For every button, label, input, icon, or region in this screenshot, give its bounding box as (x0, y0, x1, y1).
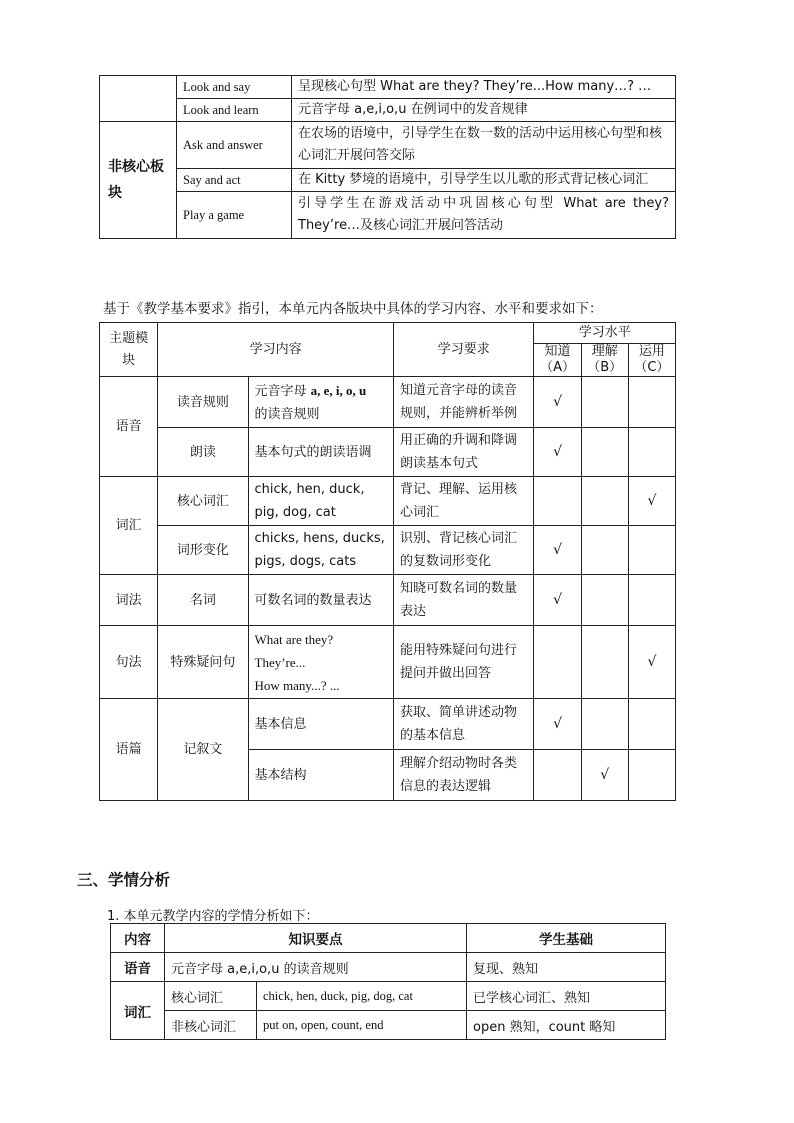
level-c-cell (628, 575, 675, 626)
module-cell: 句法 (100, 626, 158, 699)
content-prefix: 元音字母 (254, 383, 311, 399)
table-row (100, 699, 676, 750)
table-row (100, 428, 676, 477)
level-a-cell (534, 750, 581, 801)
header-knowledge: 知识要点 (165, 924, 467, 953)
table-row (100, 477, 676, 526)
content-line: How many...? ... (254, 677, 340, 693)
requirement-cell: 能用特殊疑问句进行提问并做出回答 (394, 626, 534, 699)
lesson-sections-table (99, 75, 676, 239)
table-row (100, 99, 676, 122)
content-cell (248, 377, 394, 428)
content-cell (248, 626, 394, 699)
group-label-cell: 非核心板块 (100, 122, 177, 239)
requirement-cell: 知道元音字母的读音规则，并能辨析举例 (394, 377, 534, 428)
level-a-cell: √ (534, 377, 581, 428)
content-cell: 基本句式的朗读语调 (248, 428, 394, 477)
sub-cell: 核心词汇 (165, 982, 257, 1011)
level-c-cell (628, 750, 675, 801)
level-c-cell (628, 526, 675, 575)
basis-cell: open 熟知，count 略知 (467, 1011, 666, 1040)
requirement-cell: 理解介绍动物时各类信息的表达逻辑 (394, 750, 534, 801)
requirement-cell: 背记、理解、运用核心词汇 (394, 477, 534, 526)
table-row (100, 122, 676, 169)
level-a-cell: √ (534, 526, 581, 575)
activity-cell: Play a game (177, 192, 292, 239)
content-line: They’re... (254, 654, 306, 670)
level-a-cell (534, 477, 581, 526)
table-row (111, 1011, 666, 1040)
section-heading: 三、学情分析 (77, 871, 171, 889)
content-cell: 基本结构 (248, 750, 394, 801)
table-row (111, 982, 666, 1011)
header-level: 学习水平 (534, 323, 676, 344)
student-analysis-table (110, 923, 666, 1040)
level-b-cell (581, 377, 628, 428)
sub-cell: 词形变化 (158, 526, 248, 575)
sub-cell: 读音规则 (158, 377, 248, 428)
header-content: 内容 (111, 924, 165, 953)
level-b-cell (581, 428, 628, 477)
level-c-cell: √ (628, 626, 675, 699)
level-c-cell (628, 428, 675, 477)
basis-cell: 复现、熟知 (467, 953, 666, 982)
level-b-cell (581, 626, 628, 699)
level-c-cell: √ (628, 477, 675, 526)
level-b-cell (581, 699, 628, 750)
sub-cell: 记叙文 (158, 699, 248, 801)
requirement-cell: 用正确的升调和降调朗读基本句式 (394, 428, 534, 477)
header-basis: 学生基础 (467, 924, 666, 953)
module-cell: 语音 (100, 377, 158, 477)
activity-cell: Ask and answer (177, 122, 292, 169)
description-cell: 在 Kitty 梦境的语境中，引导学生以儿歌的形式背记核心词汇 (292, 169, 676, 192)
intro-text: 基于《教学基本要求》指引，本单元内各版块中具体的学习内容、水平和要求如下： (103, 301, 603, 317)
empty-group-cell (100, 76, 177, 122)
level-a-cell (534, 626, 581, 699)
subsection-heading: 1. 本单元教学内容的学情分析如下： (107, 909, 319, 924)
table-row (111, 953, 666, 982)
description-cell: 元音字母 a,e,i,o,u 在例词中的发音规律 (292, 99, 676, 122)
requirement-cell: 识别、背记核心词汇的复数词形变化 (394, 526, 534, 575)
header-row (100, 323, 676, 344)
module-cell: 词汇 (100, 477, 158, 575)
table-row (100, 169, 676, 192)
content-cell: chick, hen, duck, pig, dog, cat (248, 477, 394, 526)
learning-requirements-table (99, 322, 676, 801)
header-module: 主题模块 (100, 323, 158, 377)
module-cell: 词法 (100, 575, 158, 626)
table-row (100, 626, 676, 699)
module-cell: 语篇 (100, 699, 158, 801)
level-a-cell: √ (534, 699, 581, 750)
header-level-c: 运用（C） (628, 344, 675, 377)
table-row (100, 526, 676, 575)
requirement-cell: 知晓可数名词的数量表达 (394, 575, 534, 626)
content-bold: a, e, i, o, u (310, 382, 367, 398)
basis-cell: 已学核心词汇、熟知 (467, 982, 666, 1011)
table-row (100, 575, 676, 626)
sub-cell: 特殊疑问句 (158, 626, 248, 699)
requirement-cell: 获取、简单讲述动物的基本信息 (394, 699, 534, 750)
header-level-b: 理解（B） (581, 344, 628, 377)
knowledge-cell: chick, hen, duck, pig, dog, cat (257, 982, 467, 1011)
level-b-cell: √ (581, 750, 628, 801)
header-level-a: 知道（A） (534, 344, 581, 377)
category-cell: 词汇 (111, 982, 165, 1040)
header-requirement: 学习要求 (394, 323, 534, 377)
level-b-cell (581, 477, 628, 526)
description-cell: 呈现核心句型 What are they? They’re...How many…? … (292, 76, 676, 99)
category-cell: 语音 (111, 953, 165, 982)
content-cell: 基本信息 (248, 699, 394, 750)
table-row (100, 76, 676, 99)
sub-cell: 朗读 (158, 428, 248, 477)
level-b-cell (581, 575, 628, 626)
content-cell: 可数名词的数量表达 (248, 575, 394, 626)
header-row (111, 924, 666, 953)
level-c-cell (628, 699, 675, 750)
level-a-cell: √ (534, 428, 581, 477)
knowledge-cell: 元音字母 a,e,i,o,u 的读音规则 (165, 953, 467, 982)
table-row (100, 377, 676, 428)
level-a-cell: √ (534, 575, 581, 626)
content-cell: chicks, hens, ducks, pigs, dogs, cats (248, 526, 394, 575)
level-b-cell (581, 526, 628, 575)
activity-cell: Look and say (177, 76, 292, 99)
description-cell: 在农场的语境中，引导学生在数一数的活动中运用核心句型和核心词汇开展问答交际 (292, 122, 676, 169)
activity-cell: Say and act (177, 169, 292, 192)
activity-cell: Look and learn (177, 99, 292, 122)
content-line: What are they? (254, 631, 334, 647)
description-cell: 引导学生在游戏活动中巩固核心句型 What are they? They’re…及核心词汇开展问答活动 (292, 192, 676, 239)
table-row (100, 192, 676, 239)
content-suffix: 的读音规则 (254, 406, 320, 422)
sub-cell: 核心词汇 (158, 477, 248, 526)
knowledge-cell: put on, open, count, end (257, 1011, 467, 1040)
header-content: 学习内容 (158, 323, 394, 377)
level-c-cell (628, 377, 675, 428)
sub-cell: 名词 (158, 575, 248, 626)
sub-cell: 非核心词汇 (165, 1011, 257, 1040)
